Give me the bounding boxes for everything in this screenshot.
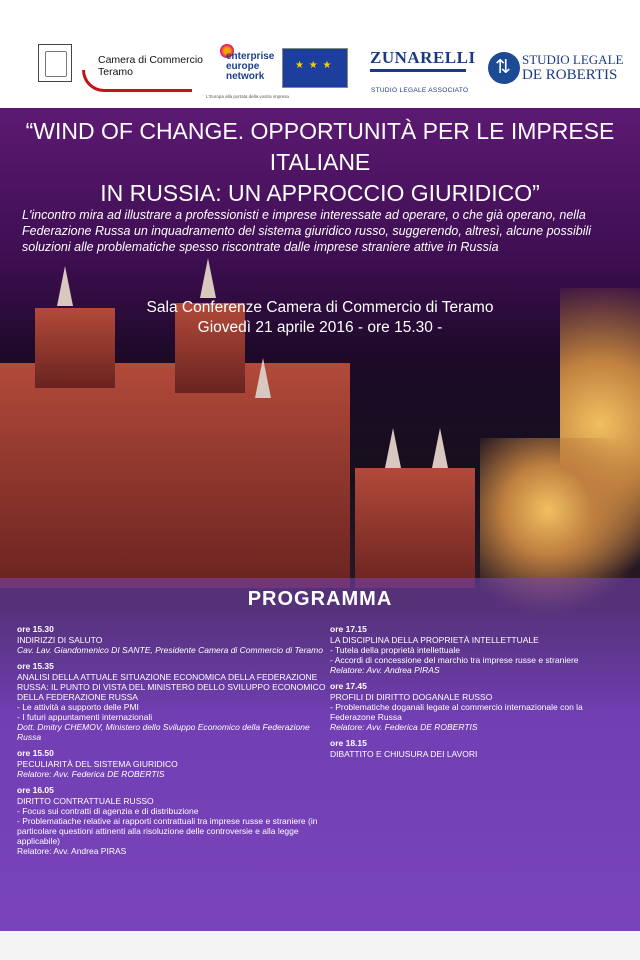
een-tagline: L'Europa alla portata della vostra impresa: [206, 94, 289, 99]
tower-spire: [255, 358, 271, 398]
event-description: L'incontro mira ad illustrare a professionisti e imprese interessate ad operare, o che già operano, nella Federazione Russa un inquadramento del sistema giuridico russo, suggerendo, altresì, alcune possibili soluzioni alle problematiche spesso riscontrate dalle imprese straniere attive in Russia: [22, 208, 592, 254]
program-item-detail: - I futuri appuntamenti internazionali: [17, 712, 153, 722]
program-item-title: DIRITTO CONTRATTUALE RUSSO: [17, 796, 154, 806]
program-item-detail: - Focus sui contratti di agenzia e di distribuzione: [17, 806, 199, 816]
program-item: [330, 738, 630, 759]
zunarelli-logo: ZUNARELLI: [370, 48, 476, 67]
tower-spire: [385, 428, 401, 468]
program-item: [17, 661, 327, 742]
program-item-title: ANALISI DELLA ATTUALE SITUAZIONE ECONOMICA DELLA FEDERAZIONE RUSSA: IL PUNTO DI VISTA DEL MINISTERO DELLO SVILUPPO ECONOMICO DELLA FEDERAZIONE RUSSA: [17, 672, 326, 702]
program-item-title: LA DISCIPLINA DELLA PROPRIETÀ INTELLETTUALE: [330, 635, 539, 645]
program-item-detail: Relatore: Avv. Andrea PIRAS: [17, 846, 127, 856]
program-item-detail: - Problematiache relative ai rapporti contrattuali tra imprese russe e straniere (in particolare questioni attinenti alla risoluzione delle controversie e alla legge applicabile): [17, 816, 318, 846]
event-title-line1: “WIND OF CHANGE. OPPORTUNITÀ PER LE IMPRESE ITALIANE: [25, 118, 615, 175]
program-item-detail: Cav. Lav. Giandomenico DI SANTE, Presidente Camera di Commercio di Teramo: [17, 645, 323, 655]
een-line2: europe: [226, 61, 260, 72]
program-item-time: ore 17.45: [330, 681, 367, 691]
derobertis-line2: DE ROBERTIS: [522, 67, 618, 83]
event-title: [20, 116, 620, 209]
program-item-detail: Dott. Dmitry CHEMOV, Ministero dello Sviluppo Economico della Federazione Russa: [17, 722, 310, 742]
programma-left-column: [17, 624, 327, 862]
programma-right-column: [330, 624, 630, 765]
zunarelli-subtitle: STUDIO LEGALE ASSOCIATO: [371, 87, 469, 94]
derobertis-emblem-icon: [488, 52, 520, 84]
program-item-detail: - Problematiche doganali legate al commercio internazionale con la Federazone Russa: [330, 702, 583, 722]
eu-flag-icon: [282, 48, 348, 88]
chamber-of-commerce-emblem-icon: [38, 44, 72, 82]
chamber-swoosh-icon: [82, 70, 192, 92]
programma-heading: PROGRAMMA: [247, 588, 393, 610]
program-item: [17, 785, 327, 856]
bottom-strip: [0, 931, 640, 960]
een-line3: network: [226, 71, 265, 82]
program-item-time: ore 15.50: [17, 748, 54, 758]
program-item-time: ore 15.35: [17, 661, 54, 671]
program-item-detail: - Tutela della proprietà intellettuale: [330, 645, 460, 655]
venue-info: [20, 298, 620, 338]
program-item: [17, 748, 327, 779]
een-line1: enterprise: [226, 51, 275, 62]
program-item: [330, 624, 630, 675]
zunarelli-bar: [370, 69, 466, 72]
program-item-time: ore 15.30: [17, 624, 54, 634]
kremlin-gate-building: [355, 468, 475, 588]
venue-date-time: Giovedì 21 aprile 2016 - ore 15.30 -: [197, 319, 443, 336]
program-item-detail: - Le attività a supporto delle PMI: [17, 702, 139, 712]
tower-spire: [432, 428, 448, 468]
program-item-detail: Relatore: Avv. Andrea PIRAS: [330, 665, 440, 675]
sponsor-logo-bar: [0, 0, 640, 108]
historical-museum-building: [0, 363, 350, 588]
tower-spire: [200, 258, 216, 298]
program-item-time: ore 17.15: [330, 624, 367, 634]
program-item-title: PROFILI DI DIRITTO DOGANALE RUSSO: [330, 692, 493, 702]
venue-location: Sala Conferenze Camera di Commercio di Teramo: [146, 299, 494, 316]
event-title-line2: IN RUSSIA: UN APPROCCIO GIURIDICO”: [100, 180, 540, 206]
chamber-name-line1: Camera di Commercio: [98, 54, 204, 66]
chamber-name-line2: Teramo: [98, 66, 134, 78]
program-item-time: ore 18.15: [330, 738, 367, 748]
program-item-time: ore 16.05: [17, 785, 54, 795]
program-item-title: INDIRIZZI DI SALUTO: [17, 635, 103, 645]
program-item-title: DIBATTITO E CHIUSURA DEI LAVORI: [330, 749, 478, 759]
program-item: [330, 681, 630, 732]
program-item-title: PECULIARITÀ DEL SISTEMA GIURIDICO: [17, 759, 178, 769]
program-item-detail: - Accordi di concessione del marchio tra imprese russe e straniere: [330, 655, 579, 665]
program-item: [17, 624, 327, 655]
enterprise-europe-network-logo: [220, 44, 280, 94]
derobertis-line1: STUDIO LEGALE: [522, 52, 624, 67]
program-item-detail: Relatore: Avv. Federica DE ROBERTIS: [330, 722, 478, 732]
program-item-detail: Relatore: Avv. Federica DE ROBERTIS: [17, 769, 165, 779]
